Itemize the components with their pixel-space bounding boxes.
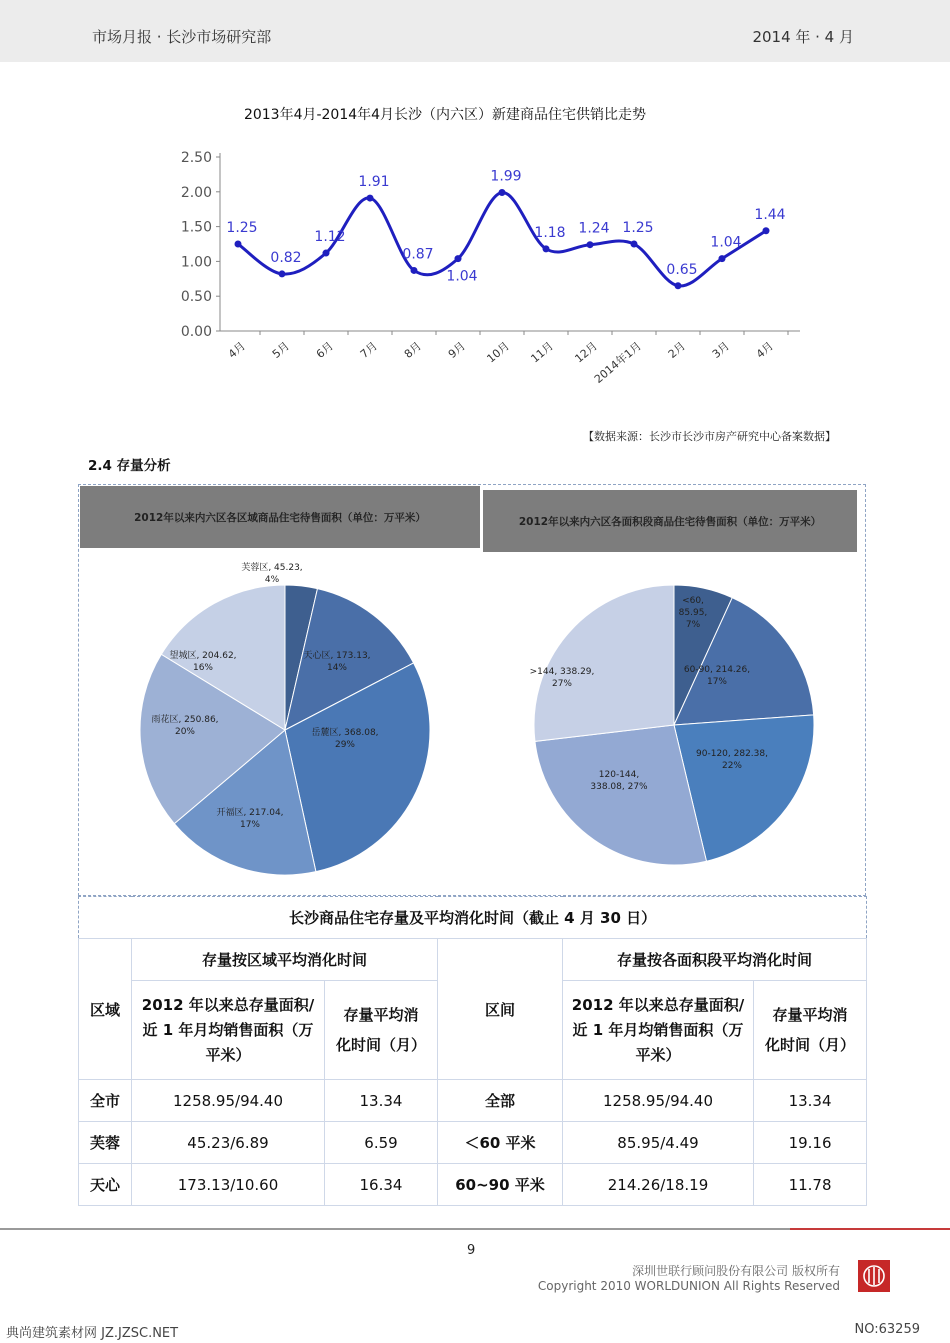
watermark-number: NO:63259 [854, 1322, 920, 1337]
data-label: 1.04 [446, 268, 478, 285]
cell-stock: 173.13/10.60 [132, 1164, 325, 1206]
x-tick-label: 8月 [401, 339, 424, 361]
slice-label-line: 望城区, 204.62, [169, 651, 237, 661]
supply-demand-line-chart [150, 95, 830, 405]
header-line: 2012 年以来总存量面积/ [571, 995, 745, 1014]
header-line: 存量平均消 [772, 1006, 848, 1024]
slice-label-line: 16% [192, 663, 214, 673]
data-label: 1.25 [622, 220, 654, 236]
slice-label-line: 岳麓区, 368.08, [311, 728, 379, 738]
col-header-stock-2 [563, 981, 754, 1080]
data-label: 1.91 [358, 174, 390, 191]
data-point [235, 241, 242, 248]
header-line: 化时间（月） [765, 1036, 856, 1054]
x-tick-label: 2014年1月 [591, 339, 644, 386]
table-row [79, 1164, 867, 1206]
copyright-text: Copyright 2010 WORLDUNION All Rights Reserved [537, 1279, 840, 1293]
slice-label-line: 17% [706, 677, 728, 687]
data-label: 1.24 [578, 220, 610, 237]
data-label: 1.44 [754, 206, 786, 223]
x-tick-label: 11月 [528, 339, 556, 366]
slice-label-line: 芙蓉区, 45.23, [241, 563, 303, 573]
data-point [587, 241, 594, 248]
pie-title-district: 2012年以来内六区各区域商品住宅待售面积（单位：万平米） [80, 486, 480, 548]
header-line: 平米） [635, 1045, 681, 1064]
data-label: 1.12 [314, 229, 346, 246]
cell-months: 16.34 [325, 1164, 438, 1206]
data-label: 0.65 [666, 261, 698, 278]
x-tick-label: 7月 [357, 339, 380, 361]
slice-label-line: 20% [174, 727, 196, 737]
slice-label-line: 85.95, [678, 608, 708, 618]
y-tick-label: 2.00 [180, 184, 212, 201]
line-chart-title: 2013年4月-2014年4月长沙（内六区）新建商品住宅供销比走势 [243, 107, 647, 123]
cell-months-2: 13.34 [754, 1080, 867, 1122]
cell-months-2: 19.16 [754, 1122, 867, 1164]
page-number: 9 [467, 1243, 476, 1258]
data-point [543, 245, 550, 252]
slice-label-line: 7% [685, 620, 701, 630]
col-header-months-2 [754, 981, 867, 1080]
cell-months: 6.59 [325, 1122, 438, 1164]
data-source-note: 【数据来源：长沙市长沙市房产研究中心备案数据】 [583, 430, 836, 443]
cell-stock-2: 1258.95/94.40 [563, 1080, 754, 1122]
group-header-district: 存量按区域平均消化时间 [132, 939, 438, 981]
header-line: 存量平均消 [343, 1006, 419, 1024]
col-header-stock [132, 981, 325, 1080]
data-label: 1.99 [490, 168, 522, 185]
y-tick-label: 2.50 [180, 150, 212, 166]
district-stock-pie-chart [80, 555, 480, 890]
worldunion-logo-icon [858, 1260, 890, 1292]
data-label: 1.25 [226, 220, 258, 236]
x-tick-label: 2月 [665, 339, 688, 361]
watermark-site: 典尚建筑素材网 JZ.JZSC.NET [6, 1326, 179, 1341]
cell-region: 芙蓉 [79, 1122, 132, 1164]
cell-months: 13.34 [325, 1080, 438, 1122]
col-header-interval: 区间 [438, 939, 563, 1080]
col-header-months [325, 981, 438, 1080]
header-title: 市场月报 · 长沙市场研究部 [92, 28, 272, 46]
slice-label-line: 338.08, 27% [590, 782, 648, 792]
cell-region: 天心 [79, 1164, 132, 1206]
cell-stock-2: 85.95/4.49 [563, 1122, 754, 1164]
data-point [631, 241, 638, 248]
data-label: 1.04 [710, 234, 742, 251]
data-label: 0.82 [270, 249, 302, 266]
pie-slice [534, 585, 674, 741]
company-name: 深圳世联行顾问股份有限公司 版权所有 [632, 1264, 840, 1278]
table-row [79, 1080, 867, 1122]
cell-interval: ＜60 平米 [438, 1122, 563, 1164]
data-point [499, 189, 506, 196]
slice-label-line: 17% [239, 820, 261, 830]
data-point [279, 270, 286, 277]
x-tick-label: 10月 [484, 339, 512, 366]
header-line: 近 1 年月均销售面积（万 [572, 1020, 744, 1039]
cell-stock: 1258.95/94.40 [132, 1080, 325, 1122]
x-tick-label: 4月 [753, 339, 776, 361]
x-tick-label: 3月 [709, 339, 732, 361]
y-tick-label: 1.50 [180, 219, 212, 236]
slice-label-line: 120-144, [598, 770, 640, 780]
header-line: 2012 年以来总存量面积/ [141, 995, 315, 1014]
stock-digestion-table [78, 896, 866, 1206]
cell-interval: 全部 [438, 1080, 563, 1122]
table-row [79, 1122, 867, 1164]
area-range-stock-pie-chart [483, 555, 863, 890]
slice-label-line: >144, 338.29, [529, 667, 595, 677]
data-point [763, 227, 770, 234]
cell-months-2: 11.78 [754, 1164, 867, 1206]
section-title: 2.4 存量分析 [88, 458, 171, 474]
col-header-region: 区域 [79, 939, 132, 1080]
x-tick-label: 12月 [572, 339, 600, 366]
header-date: 2014 年 · 4 月 [752, 28, 854, 46]
header-line: 平米） [205, 1045, 251, 1064]
x-tick-label: 4月 [225, 339, 248, 361]
slice-label-line: 14% [326, 663, 348, 673]
cell-stock-2: 214.26/18.19 [563, 1164, 754, 1206]
pie-title-area-range: 2012年以来内六区各面积段商品住宅待售面积（单位：万平米） [483, 490, 857, 552]
data-point [455, 255, 462, 262]
x-tick-label: 5月 [269, 339, 292, 361]
slice-label [241, 561, 302, 585]
x-tick-label: 6月 [313, 339, 336, 361]
data-label: 1.18 [534, 224, 566, 241]
table-title: 长沙商品住宅存量及平均消化时间（截止 4 月 30 日） [79, 897, 867, 939]
cell-interval: 60~90 平米 [438, 1164, 563, 1206]
slice-label-line: 29% [334, 740, 356, 750]
y-tick-label: 0.50 [180, 289, 212, 306]
header-line: 化时间（月） [335, 1036, 426, 1054]
data-point [411, 267, 418, 274]
slice-label-line: 27% [551, 679, 573, 689]
data-label: 0.87 [402, 246, 434, 263]
slice-label-line: <60, [682, 596, 704, 606]
slice-label-line: 90-120, 282.38, [696, 749, 768, 759]
y-tick-label: 0.00 [180, 324, 212, 340]
footer-divider-accent [790, 1228, 950, 1230]
cell-region: 全市 [79, 1080, 132, 1122]
x-tick-label: 9月 [445, 339, 468, 361]
data-point [323, 250, 330, 257]
header-line: 近 1 年月均销售面积（万 [142, 1020, 314, 1039]
data-point [367, 195, 374, 202]
slice-label-line: 开福区, 217.04, [216, 808, 284, 818]
y-tick-label: 1.00 [180, 254, 212, 271]
slice-label-line: 天心区, 173.13, [303, 651, 371, 661]
cell-stock: 45.23/6.89 [132, 1122, 325, 1164]
data-point [675, 282, 682, 289]
group-header-area-range: 存量按各面积段平均消化时间 [563, 939, 867, 981]
slice-label-line: 4% [264, 575, 280, 585]
data-point [719, 255, 726, 262]
slice-label-line: 22% [721, 761, 743, 771]
slice-label-line: 60-90, 214.26, [683, 665, 751, 675]
slice-label-line: 雨花区, 250.86, [151, 715, 219, 725]
